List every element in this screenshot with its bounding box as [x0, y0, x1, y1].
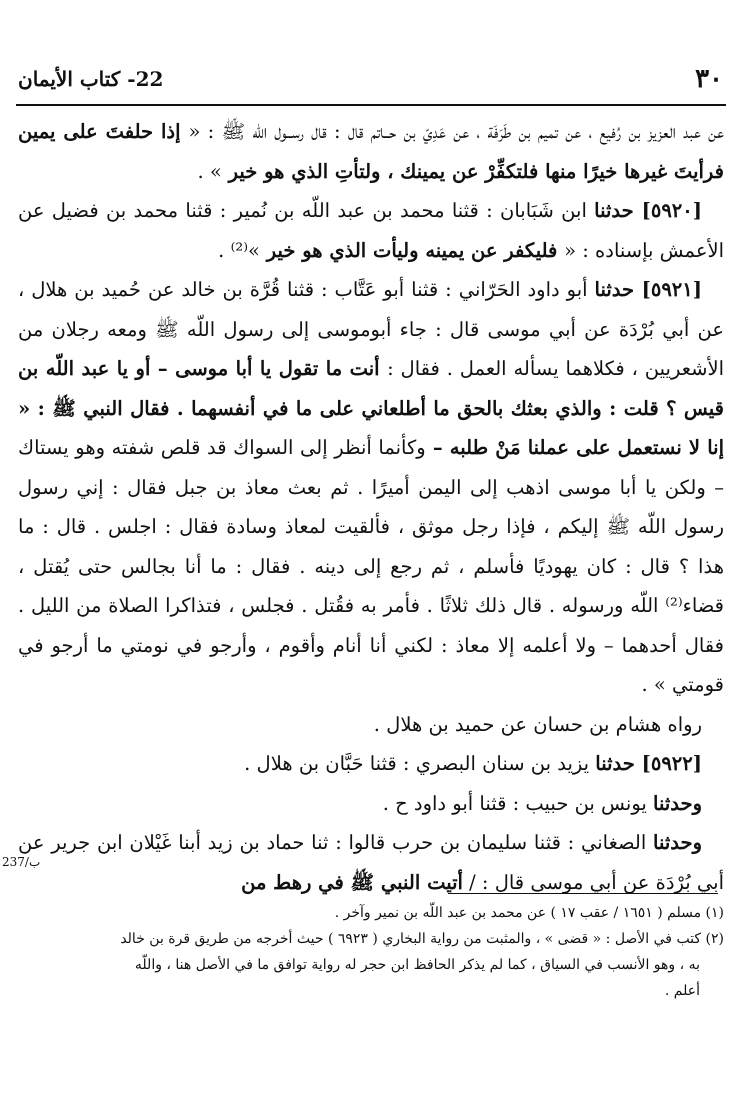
hadith-number: [٥٩٢١]: [641, 278, 702, 301]
hadith-number: [٥٩٢٠]: [641, 199, 702, 222]
main-text: [18, 112, 724, 902]
manuscript-folio-marker: 237/ب: [2, 855, 41, 869]
footnote-1: (١) مسلم ( ١٦٥١ / عقب ١٧ ) عن محمد بن عبد اللّه بن نمير وآخر .: [334, 905, 724, 921]
footnote-2-end: أعلم .: [664, 983, 700, 999]
hadith-number: [٥٩٢٢]: [641, 752, 702, 775]
running-header: [18, 62, 723, 102]
chain-line-2: وحدثنا الصغاني : قثنا سليمان بن حرب قالوا : ثنا حماد بن زيد أبنا غَيْلان ابن جرير عن أبي بُرْدَة عن أبي موسى قال : / أتيت النبي ﷺ في رهط من: [18, 831, 724, 894]
hadith-paragraph-continuation: عن عبد العزيز بن رُفيع ، عن تميم بن طَرَفَة ، عن عَدِيّ بن حــاتم قال : قال رســول اللّه ﷺ : « إذا حلفتَ على يمين فرأيتَ غيرها خيرًا منها فلتكفِّرْ عن يمينك ، ولتأتِ الذي هو خير » .: [18, 120, 724, 183]
footnotes: [18, 900, 724, 1004]
chain-line-1: وحدثنا يونس بن حبيب : قثنا أبو داود ح .: [382, 791, 702, 815]
header-divider: [16, 104, 726, 106]
page-number: ٣٠: [695, 64, 723, 94]
hadith-5922: [٥٩٢٢] حدثنا يزيد بن سنان البصري : قثنا حَبَّان بن هلال .: [244, 752, 702, 775]
footnote-2-continued: به ، وهو الأنسب في السياق ، كما لم يذكر الحافظ ابن حجر له رواية توافق ما في الأصل هنا ، واللّه: [134, 957, 700, 973]
hadith-5921: [٥٩٢١] حدثنا أبو داود الحَرّاني : قثنا أبو عَتَّاب : قثنا قُرَّة بن خالد عن حُميد بن هلال ، عن أبي بُرْدَة عن أبي موسى قال : جاء أبوموسى إلى رسول اللّه ﷺ ومعه رجلان من الأشعريين ، فكلاهما يسأله العمل . فقال : أنت ما تقول يا أبا موسى – أو يا عبد اللّه بن قيس ؟ قلت : والذي بعثك بالحق ما أطلعاني على ما في أنفسهما . فقال النبي ﷺ : « إنا لا نستعمل على عملنا مَنْ طلبه – وكأنما أنظر إلى السواك قد قلص شفته وهو يستاك – ولكن يا أبا موسى اذهب إلى اليمن أميرًا . ثم بعث معاذ بن جبل فقال : إني رسول رسول اللّه ﷺ إليكم ، فإذا رجل موثق ، فألقيت لمعاذ وسادة فقال : اجلس . قال : ما هذا ؟ قال : كان يهوديًا فأسلم ، ثم رجع إلى دينه . فقال : ما أنا بجالس حتى يُقتل ، قضاء⁽²⁾ اللّه ورسوله . قال ذلك ثلاثًا . فأمر به فقُتل . فجلس ، فتذاكرا الصلاة من الليل . فقال أحدهما – ولا أعلمه إلا معاذ : لكني أنا أنام وأقوم ، وأرجو في نومتي ما أرجو في قومتي » .: [18, 278, 724, 696]
hadith-5920: [٥٩٢٠] حدثنا ابن شَبَابان : قثنا محمد بن عبد اللّه بن نُمير : قثنا محمد بن فضيل عن الأعمش بإسناده : « فليكفر عن يمينه وليأت الذي هو خير »⁽²⁾ .: [18, 199, 724, 262]
footnote-divider: [448, 893, 718, 894]
chapter-title: 22- كتاب الأيمان: [18, 67, 164, 91]
narration-note: رواه هشام بن حسان عن حميد بن هلال .: [373, 712, 702, 736]
footnote-2: (٢) كتب في الأصل : « قضى » ، والمثبت من رواية البخاري ( ٦٩٢٣ ) حيث أخرجه من طريق قرة بن خالد: [120, 931, 724, 947]
